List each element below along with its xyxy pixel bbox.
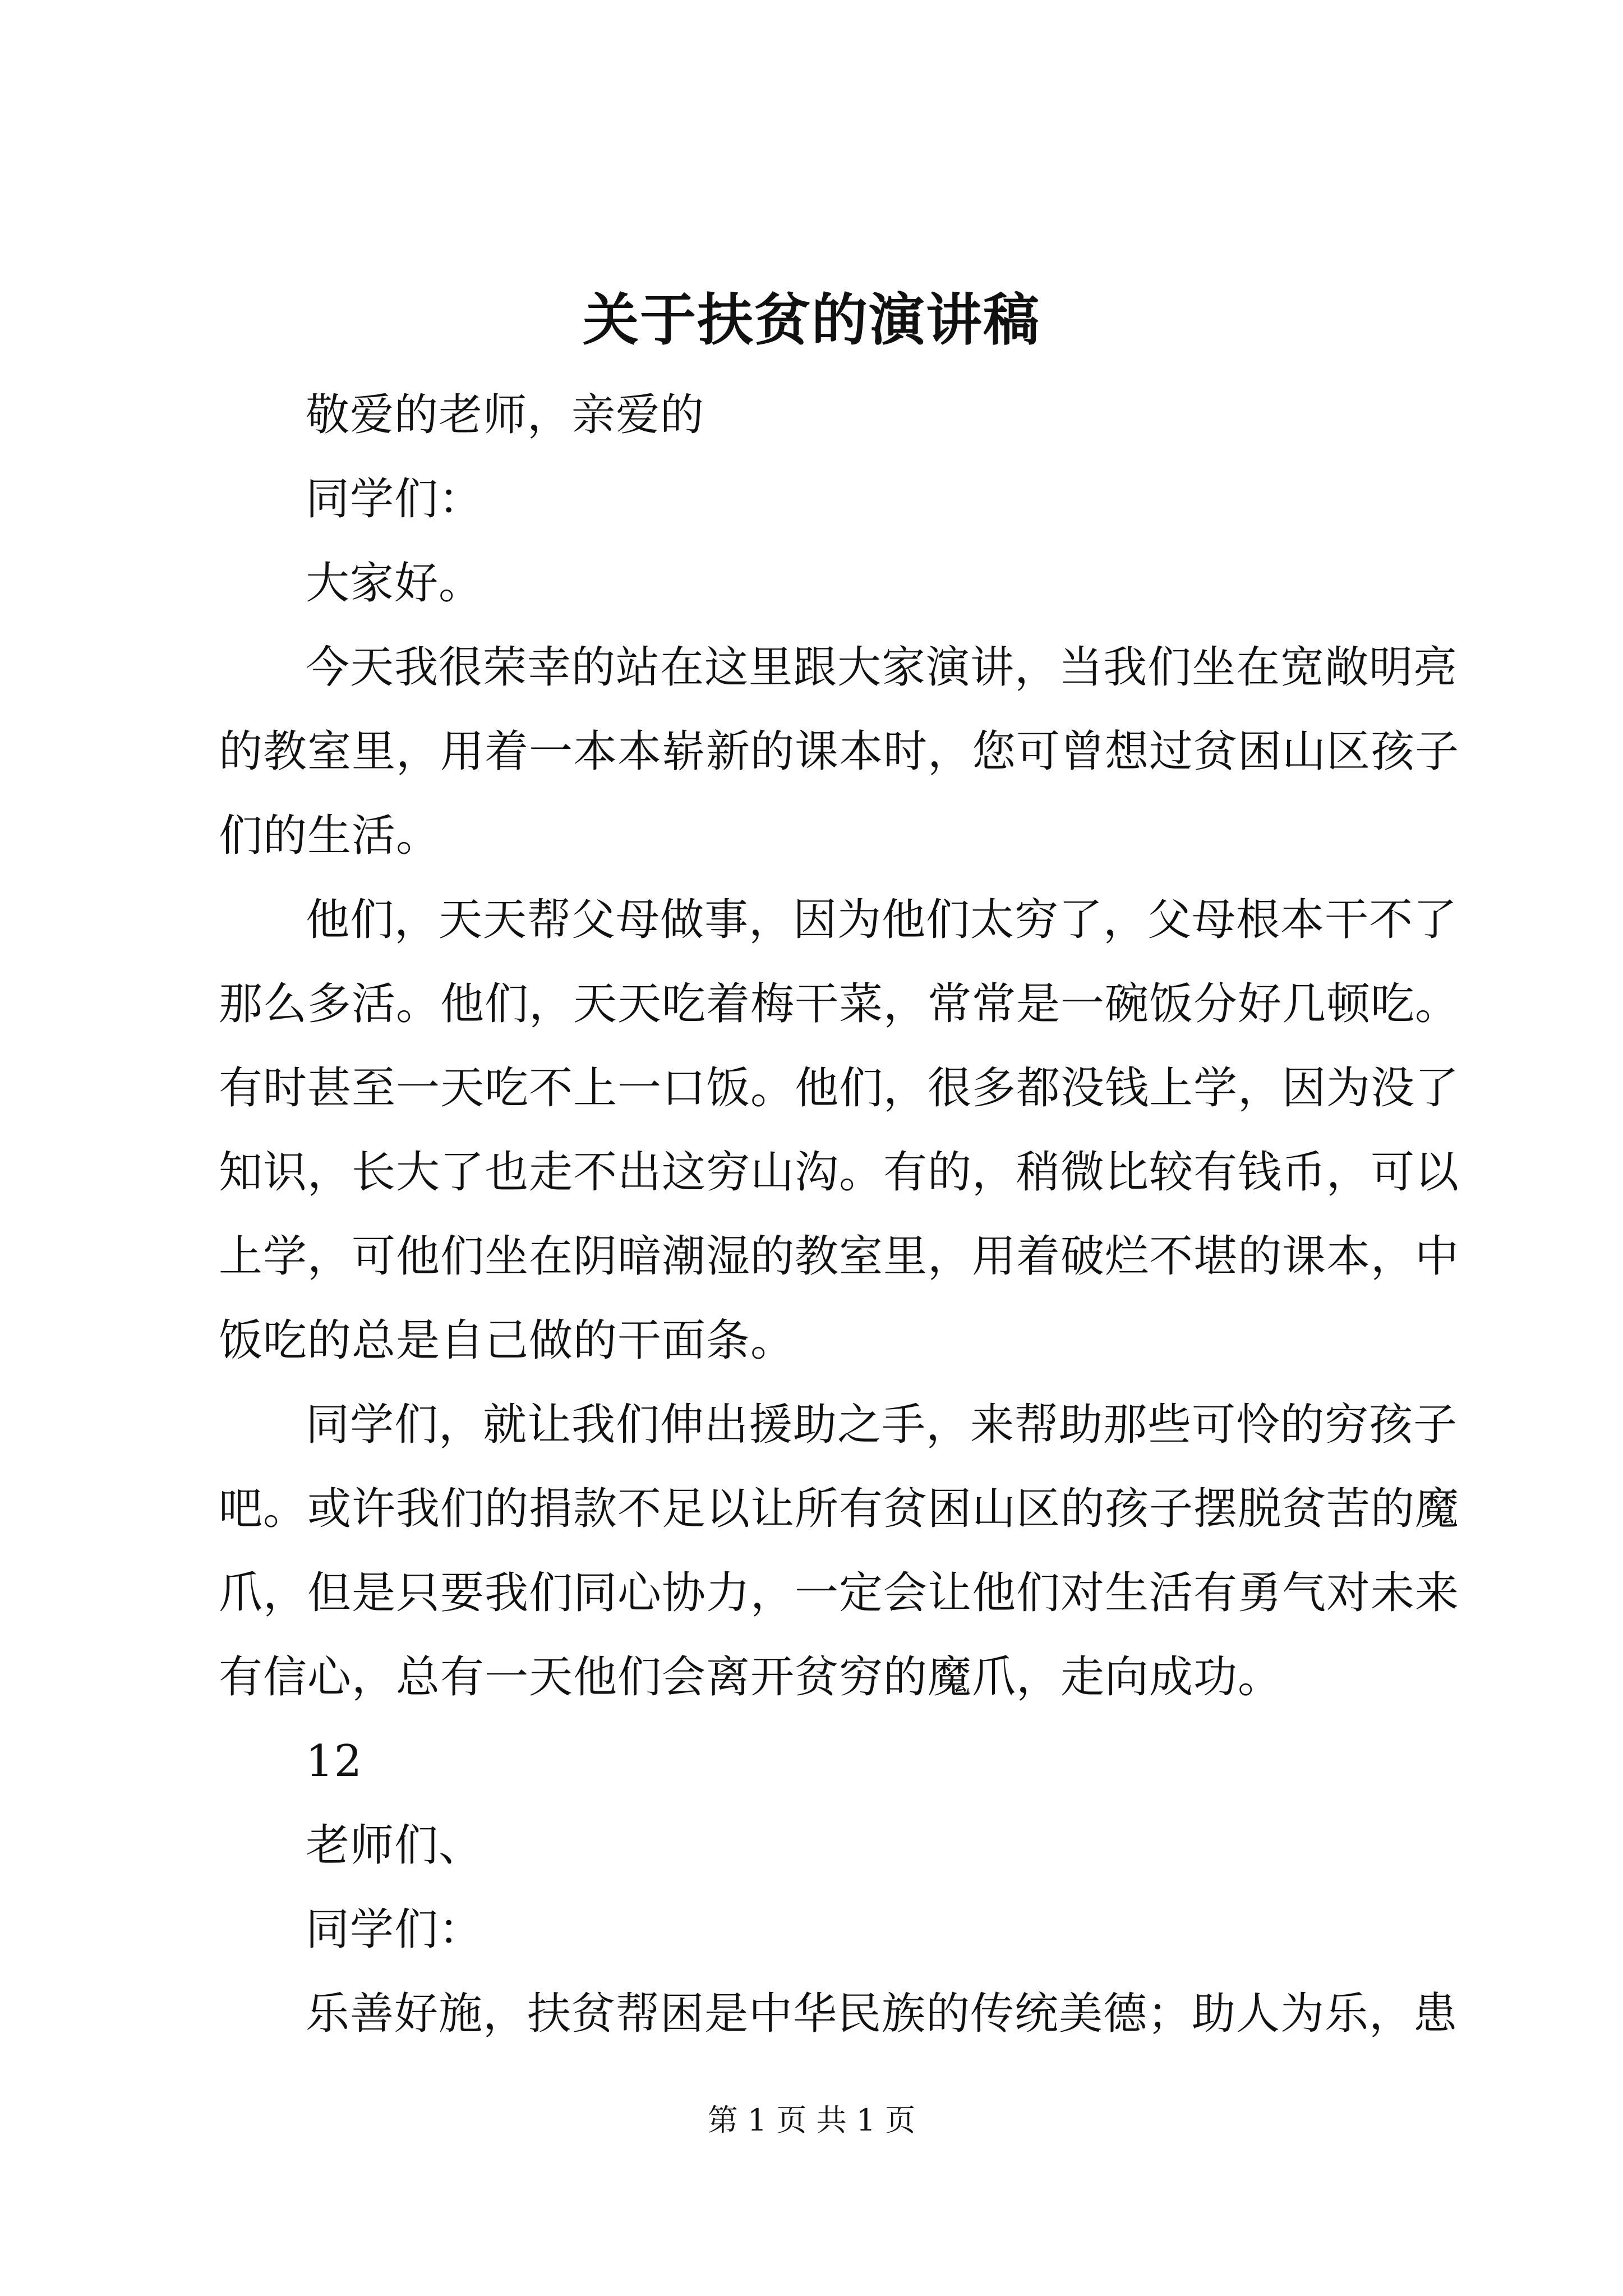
text-line: 同学们，就让我们伸出援助之手，来帮助那些可怜的穷孩子: [306, 1400, 1458, 1450]
text-line: 上学，可他们坐在阴暗潮湿的教室里，用着破烂不堪的课本，中: [219, 1231, 1460, 1282]
text-line: 那么多活。他们，天天吃着梅干菜，常常是一碗饭分好几顿吃。: [219, 979, 1460, 1029]
text-line: 有时甚至一天吃不上一口饭。他们，很多都没钱上学，因为没了: [219, 1063, 1460, 1114]
text-line: 知识，长大了也走不出这穷山沟。有的，稍微比较有钱币，可以: [219, 1147, 1460, 1198]
text-line: 乐善好施，扶贫帮困是中华民族的传统美德；助人为乐，患: [306, 1989, 1458, 2039]
text-line: 老师们、: [306, 1820, 483, 1871]
text-line: 同学们：: [306, 474, 483, 524]
page-footer: 第 1 页 共 1 页: [707, 2102, 916, 2138]
document-title: 关于扶贫的演讲稿: [583, 287, 1040, 353]
text-line: 爪，但是只要我们同心协力，一定会让他们对生活有勇气对未来: [219, 1568, 1460, 1618]
text-line: 同学们：: [306, 1904, 483, 1955]
text-line: 吧。或许我们的捐款不足以让所有贫困山区的孩子摆脱贫苦的魔: [219, 1484, 1460, 1534]
text-line: 敬爱的老师，亲爱的: [306, 390, 705, 440]
text-line: 12: [306, 1736, 363, 1787]
text-line: 大家好。: [306, 558, 483, 609]
text-line: 的教室里，用着一本本崭新的课本时，您可曾想过贫困山区孩子: [219, 726, 1460, 777]
text-line: 今天我很荣幸的站在这里跟大家演讲，当我们坐在宽敞明亮: [306, 642, 1458, 693]
text-line: 他们，天天帮父母做事，因为他们太穷了，父母根本干不了: [306, 895, 1458, 945]
text-line: 饭吃的总是自己做的干面条。: [219, 1315, 795, 1366]
text-line: 有信心，总有一天他们会离开贫穷的魔爪，走向成功。: [219, 1652, 1283, 1703]
text-line: 们的生活。: [219, 811, 441, 861]
